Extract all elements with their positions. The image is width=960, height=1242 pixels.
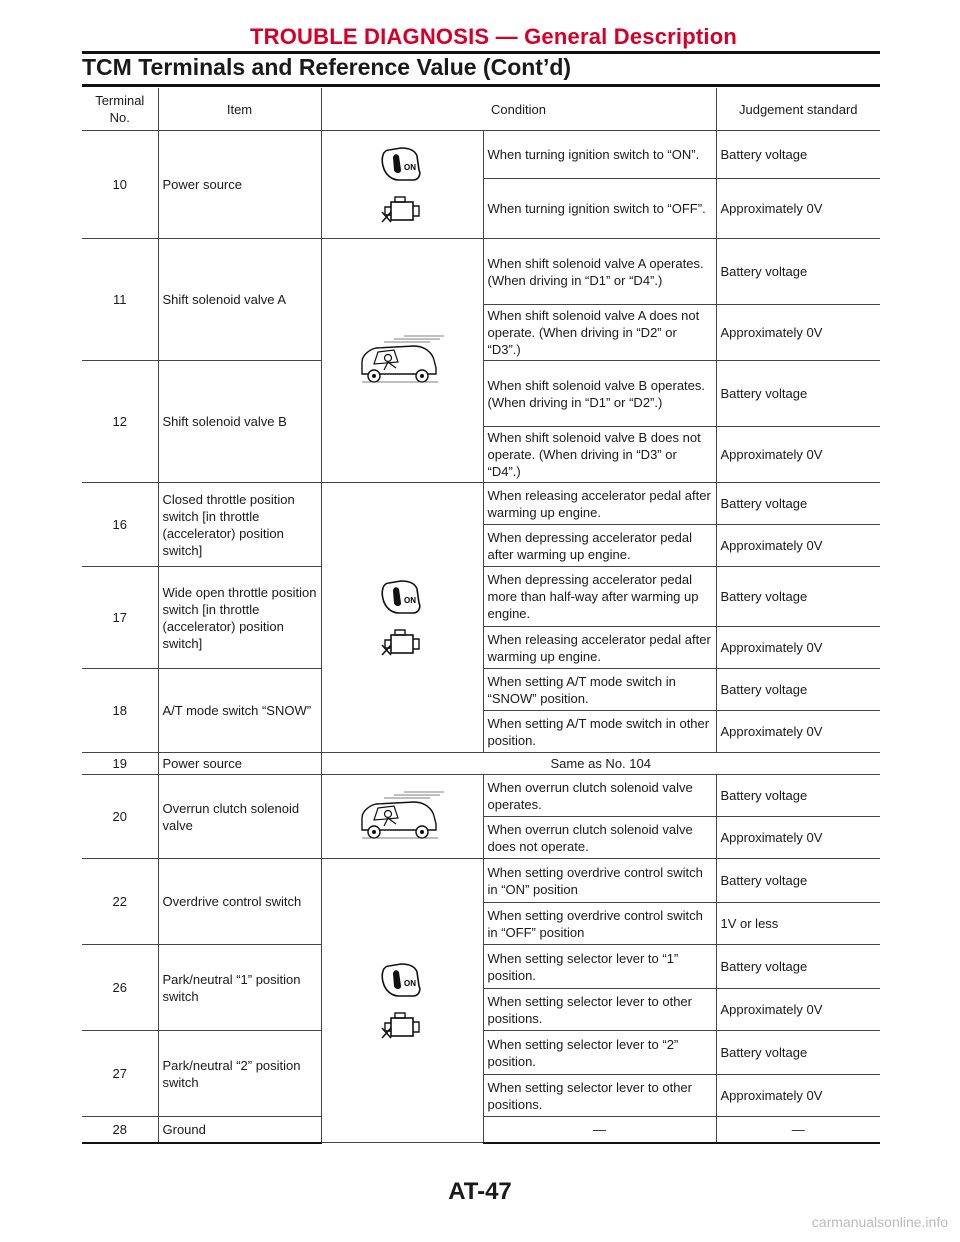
col-condition-header: Condition: [321, 88, 716, 131]
icon-cell: [321, 775, 483, 859]
terminal-no: 16: [82, 483, 158, 567]
terminal-no: 12: [82, 361, 158, 483]
condition-text: When setting selector lever to other positions.: [483, 989, 716, 1031]
engine-off-icon: [379, 194, 425, 226]
judgement-value: Approximately 0V: [716, 1075, 880, 1117]
item-name: Overrun clutch solenoid valve: [158, 775, 321, 859]
judgement-value: Approximately 0V: [716, 179, 880, 239]
condition-text: When overrun clutch solenoid valve does not operate.: [483, 817, 716, 859]
page-title: TCM Terminals and Reference Value (Cont’d): [82, 54, 572, 80]
condition-text: When turning ignition switch to “ON”.: [483, 131, 716, 179]
terminal-no: 10: [82, 131, 158, 239]
item-name: Ground: [158, 1117, 321, 1143]
condition-text: —: [483, 1117, 716, 1143]
car-driving-icon: [354, 334, 450, 384]
table-row: [82, 239, 880, 305]
judgement-value: —: [716, 1117, 880, 1143]
icon-cell: [321, 483, 483, 753]
terminal-no: 19: [82, 753, 158, 775]
ignition-key-icon: [379, 577, 425, 617]
judgement-value: Battery voltage: [716, 131, 880, 179]
terminal-no: 22: [82, 859, 158, 945]
judgement-value: Approximately 0V: [716, 427, 880, 483]
section-title: TROUBLE DIAGNOSIS — General Description: [250, 24, 737, 49]
condition-text: When setting selector lever to other positions.: [483, 1075, 716, 1117]
judgement-value: Battery voltage: [716, 483, 880, 525]
item-name: A/T mode switch “SNOW”: [158, 669, 321, 753]
item-name: Park/neutral “2” position switch: [158, 1031, 321, 1117]
condition-text: When setting A/T mode switch in other position.: [483, 711, 716, 753]
condition-text: When setting overdrive control switch in “OFF” position: [483, 903, 716, 945]
judgement-value: Approximately 0V: [716, 711, 880, 753]
judgement-value: Battery voltage: [716, 361, 880, 427]
judgement-value: Approximately 0V: [716, 817, 880, 859]
condition-text: When setting selector lever to “1” position.: [483, 945, 716, 989]
judgement-value: Approximately 0V: [716, 525, 880, 567]
condition-text: When shift solenoid valve B operates. (When driving in “D1” or “D2”.): [483, 361, 716, 427]
item-name: Power source: [158, 131, 321, 239]
terminal-no: 27: [82, 1031, 158, 1117]
table-row: [82, 753, 880, 775]
condition-text: When setting overdrive control switch in “ON” position: [483, 859, 716, 903]
page-number: AT-47: [448, 1178, 512, 1205]
icon-cell: [321, 239, 483, 483]
engine-off-icon: [379, 1010, 425, 1042]
icon-cell: [321, 859, 483, 1143]
item-name: Park/neutral “1” position switch: [158, 945, 321, 1031]
table-row: [82, 775, 880, 817]
col-terminal-header: Terminal No.: [82, 88, 158, 131]
terminal-no: 17: [82, 567, 158, 669]
col-judgement-header: Judgement standard: [716, 88, 880, 131]
terminal-no: 18: [82, 669, 158, 753]
judgement-value: Battery voltage: [716, 669, 880, 711]
judgement-value: Approximately 0V: [716, 627, 880, 669]
table-row: [82, 131, 880, 179]
condition-text: When releasing accelerator pedal after warming up engine.: [483, 483, 716, 525]
condition-text: When overrun clutch solenoid valve operates.: [483, 775, 716, 817]
judgement-value: Battery voltage: [716, 1031, 880, 1075]
condition-text: When turning ignition switch to “OFF”.: [483, 179, 716, 239]
ignition-key-icon: [379, 144, 425, 184]
condition-text: When shift solenoid valve B does not operate. (When driving in “D3” or “D4”.): [483, 427, 716, 483]
icon-cell: [321, 131, 483, 239]
item-name: Shift solenoid valve B: [158, 361, 321, 483]
engine-off-icon: [379, 627, 425, 659]
table-row: [82, 483, 880, 525]
table-top-rule: [82, 84, 880, 87]
terminal-no: 26: [82, 945, 158, 1031]
item-name: Closed throttle position switch [in throttle (accelerator) position switch]: [158, 483, 321, 567]
item-name: Shift solenoid valve A: [158, 239, 321, 361]
watermark: carmanualsonline.info: [811, 1214, 948, 1230]
item-name: Power source: [158, 753, 321, 775]
condition-text: When setting A/T mode switch in “SNOW” position.: [483, 669, 716, 711]
terminal-table: [82, 88, 880, 1144]
table-header-row: [82, 88, 880, 131]
condition-text: When depressing accelerator pedal more than half-way after warming up engine.: [483, 567, 716, 627]
judgement-value: Battery voltage: [716, 567, 880, 627]
condition-text: When shift solenoid valve A does not operate. (When driving in “D2” or “D3”.): [483, 305, 716, 361]
terminal-no: 28: [82, 1117, 158, 1143]
same-as-note: Same as No. 104: [321, 753, 880, 775]
condition-text: When shift solenoid valve A operates. (When driving in “D1” or “D4”.): [483, 239, 716, 305]
table-row: [82, 859, 880, 903]
item-name: Overdrive control switch: [158, 859, 321, 945]
col-item-header: Item: [158, 88, 321, 131]
condition-text: When setting selector lever to “2” position.: [483, 1031, 716, 1075]
condition-text: When depressing accelerator pedal after warming up engine.: [483, 525, 716, 567]
judgement-value: Battery voltage: [716, 945, 880, 989]
judgement-value: Battery voltage: [716, 775, 880, 817]
judgement-value: Approximately 0V: [716, 989, 880, 1031]
terminal-no: 20: [82, 775, 158, 859]
judgement-value: Approximately 0V: [716, 305, 880, 361]
condition-text: When releasing accelerator pedal after warming up engine.: [483, 627, 716, 669]
car-driving-icon: [354, 790, 450, 840]
judgement-value: 1V or less: [716, 903, 880, 945]
ignition-key-icon: [379, 960, 425, 1000]
judgement-value: Battery voltage: [716, 859, 880, 903]
item-name: Wide open throttle position switch [in throttle (accelerator) position switch]: [158, 567, 321, 669]
terminal-no: 11: [82, 239, 158, 361]
judgement-value: Battery voltage: [716, 239, 880, 305]
